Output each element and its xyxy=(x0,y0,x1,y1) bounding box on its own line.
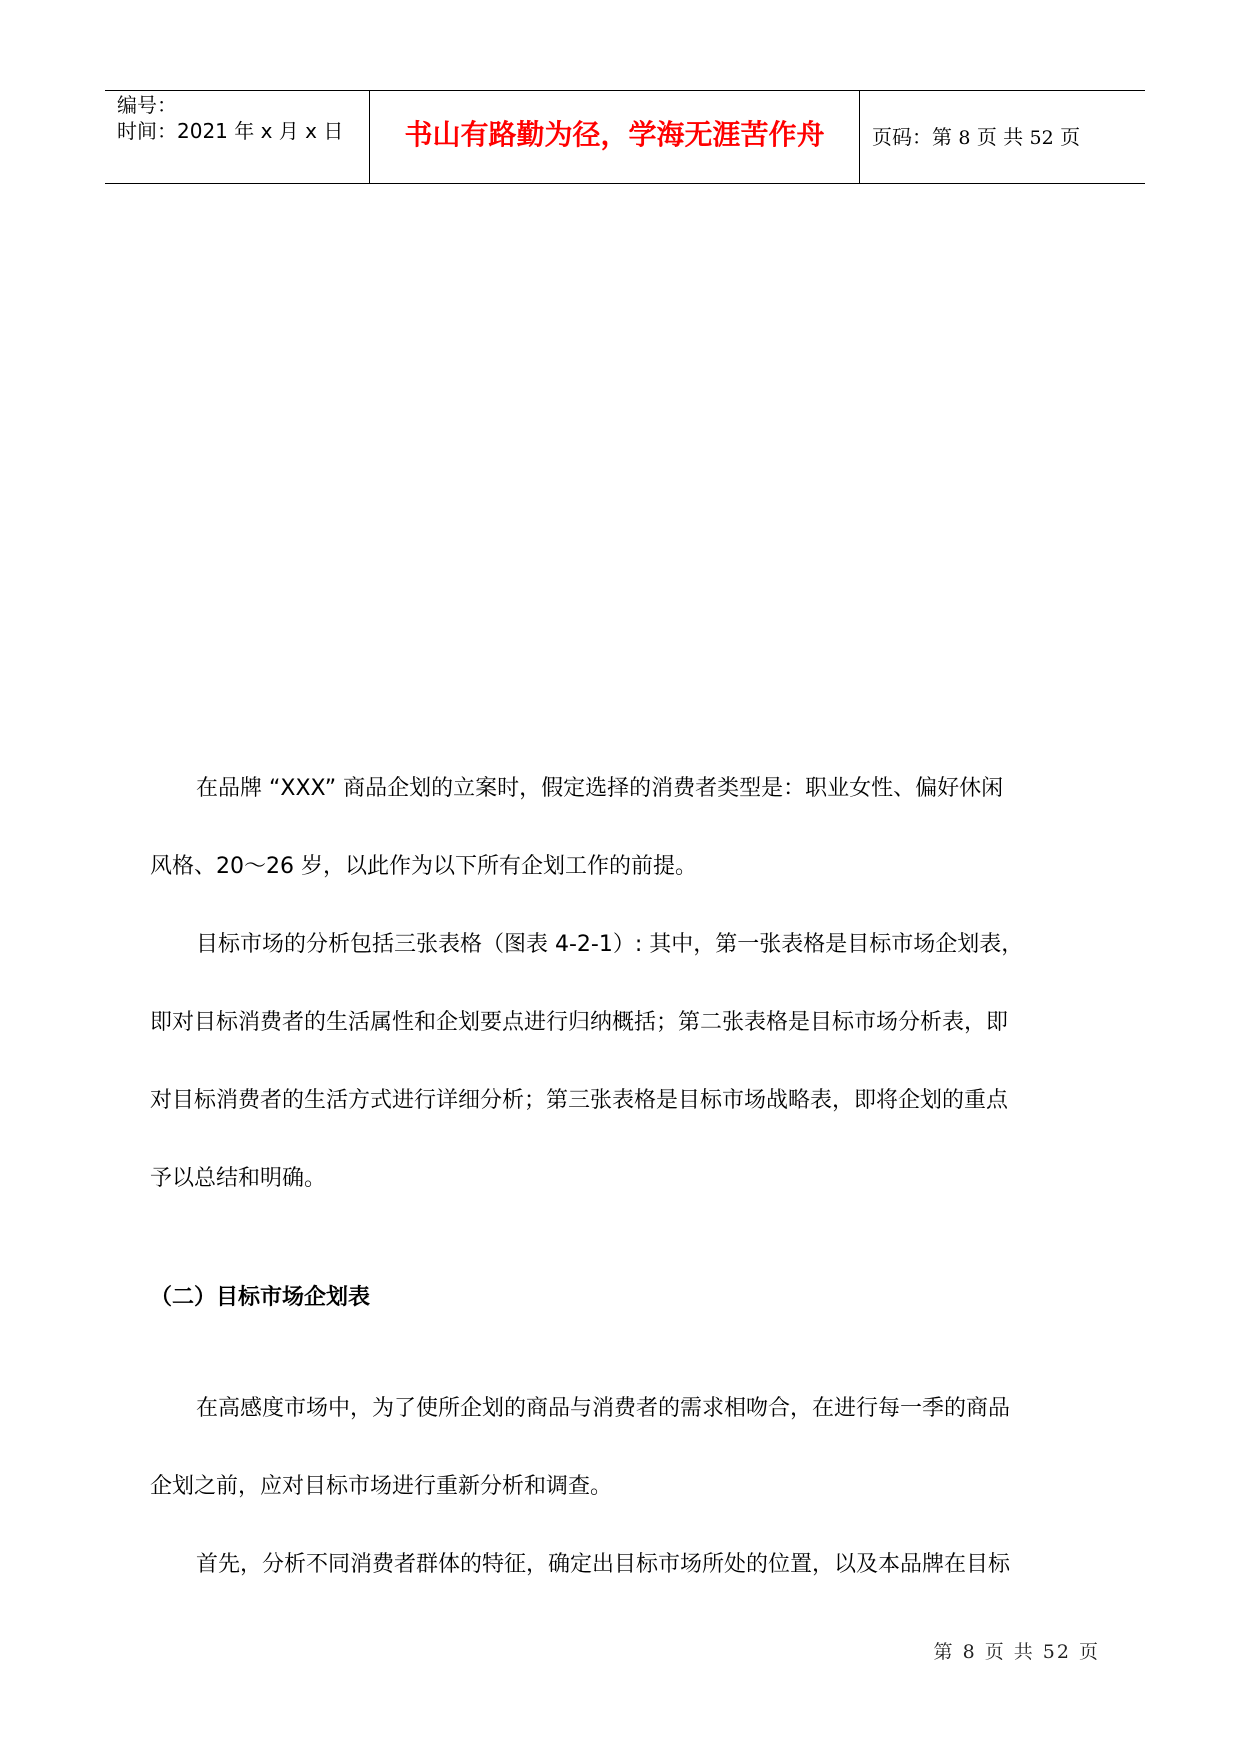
header-page-cell xyxy=(860,91,1145,183)
document-header xyxy=(105,90,1145,184)
page-total: 52 xyxy=(1029,127,1054,149)
paragraph-consumer-type xyxy=(150,750,1100,906)
header-motto-cell xyxy=(370,91,860,183)
page-suffix: 页 xyxy=(1060,125,1081,149)
paragraph-line: 企划之前，应对目标市场进行重新分析和调查。 xyxy=(150,1474,613,1499)
page-footer: 第 8 页 共 52 页 xyxy=(933,1641,1100,1663)
header-page-number xyxy=(872,125,1080,150)
header-info-cell xyxy=(105,91,370,183)
paragraph-line: 风格、20～26 岁，以此作为以下所有企划工作的前提。 xyxy=(150,854,697,879)
page-mid: 页 共 xyxy=(976,125,1024,149)
section-heading: （二）目标市场企划表 xyxy=(150,1285,371,1310)
paragraph-line: 即对目标消费者的生活属性和企划要点进行归纳概括；第二张表格是目标市场分析表，即 xyxy=(150,1010,1009,1035)
document-number-label: 编号： xyxy=(117,93,177,117)
paragraph-line: 首先，分析不同消费者群体的特征，确定出目标市场所处的位置，以及本品牌在目标 xyxy=(196,1552,1011,1577)
paragraph-line: 目标市场的分析包括三张表格（图表 4-2-1）: 其中，第一张表格是目标市场企划表， xyxy=(196,932,1024,957)
page-prefix: 页码：第 xyxy=(872,125,952,149)
paragraph-consumer-groups xyxy=(150,1526,1100,1604)
paragraph-market-analysis xyxy=(150,1370,1100,1526)
paragraph-line: 在高感度市场中，为了使所企划的商品与消费者的需求相吻合，在进行每一季的商品 xyxy=(196,1396,1011,1421)
paragraph-line: 对目标消费者的生活方式进行详细分析；第三张表格是目标市场战略表，即将企划的重点 xyxy=(150,1088,1009,1113)
header-motto: 书山有路勤为径，学海无涯苦作舟 xyxy=(404,118,825,151)
paragraph-line: 予以总结和明确。 xyxy=(150,1166,327,1191)
document-time-label: 时间：2021 年 x 月 x 日 xyxy=(117,119,344,143)
page-current: 8 xyxy=(958,127,971,149)
paragraph-line: 在品牌 “XXX” 商品企划的立案时，假定选择的消费者类型是：职业女性、偏好休闲 xyxy=(196,776,1004,801)
paragraph-target-market-tables xyxy=(150,906,1100,1218)
